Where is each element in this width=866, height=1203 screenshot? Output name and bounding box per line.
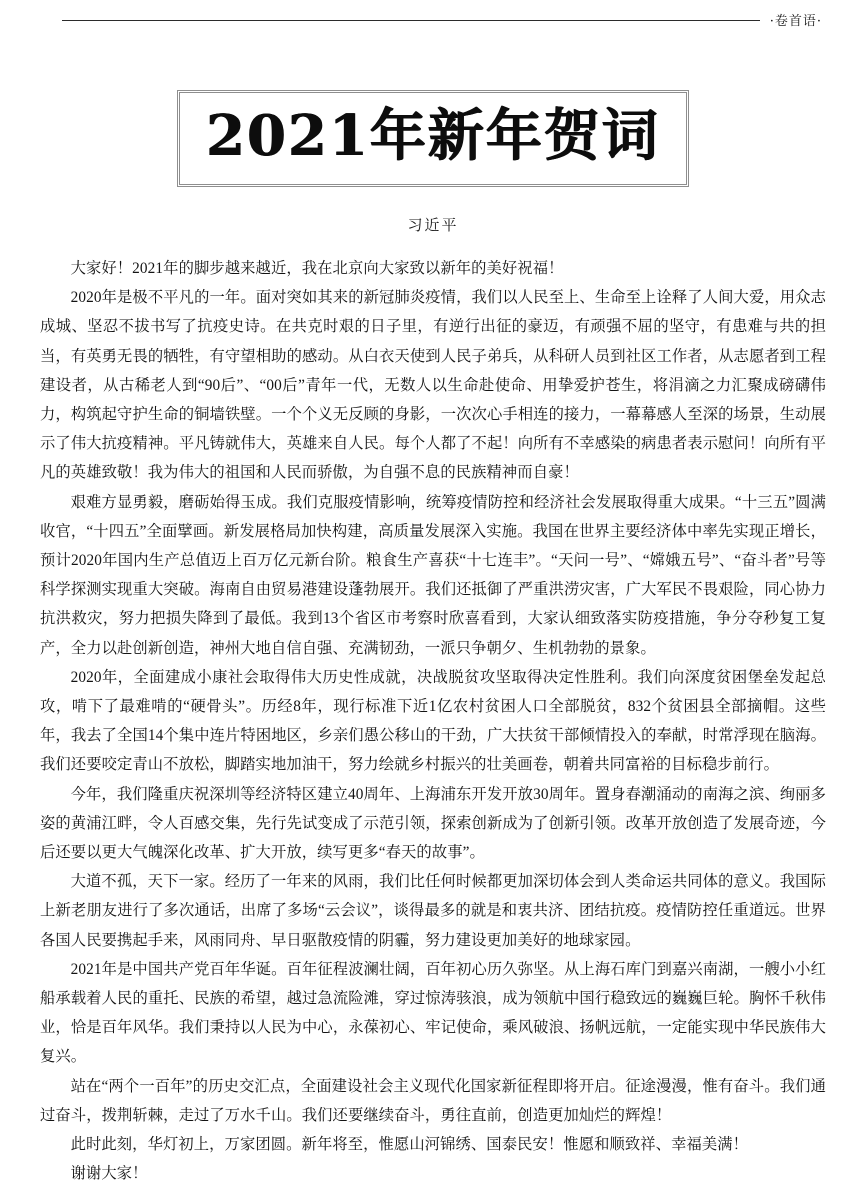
- paragraph: 2021年是中国共产党百年华诞。百年征程波澜壮阔，百年初心历久弥坚。从上海石库门到嘉兴南湖，一艘小小红船承载着人民的重托、民族的希望，越过急流险滩，穿过惊涛骇浪，成为领航中国行稳致远的巍巍巨轮。胸怀千秋伟业，恰是百年风华。我们秉持以人民为中心，永葆初心、牢记使命，乘风破浪、扬帆远航，一定能实现中华民族伟大复兴。: [40, 960, 826, 1066]
- title-frame: [177, 90, 689, 187]
- paragraph: 艰难方显勇毅，磨砺始得玉成。我们克服疫情影响，统筹疫情防控和经济社会发展取得重大成果。“十三五”圆满收官，“十四五”全面擘画。新发展格局加快构建，高质量发展深入实施。我国在世界主要经济体中率先实现正增长，预计2020年国内生产总值迈上百万亿元新台阶。粮食生产喜获“十七连丰”。“天问一号”、“嫦娥五号”、“奋斗者”号等科学探测实现重大突破。海南自由贸易港建设蓬勃展开。我们还抵御了严重洪涝灾害，广大军民不畏艰险，同心协力抗洪救灾，努力把损失降到了最低。我到13个省区市考察时欣喜看到，大家认细致落实防疫措施，争分夺秒复工复产，全力以赴创新创造，神州大地自信自强、充满韧劲，一派只争朝夕、生机勃勃的景象。: [40, 493, 826, 657]
- article-body: [40, 254, 826, 1189]
- byline: 习近平: [407, 218, 459, 234]
- title-block: [0, 90, 866, 187]
- running-head-rule: [62, 20, 760, 21]
- page-title: 2021年新年贺词: [206, 103, 660, 169]
- paragraph: 大家好！2021年的脚步越来越近，我在北京向大家致以新年的美好祝福！: [70, 260, 564, 277]
- paragraph: 2020年，全面建成小康社会取得伟大历史性成就，决战脱贫攻坚取得决定性胜利。我们向深度贫困堡垒发起总攻，啃下了最难啃的“硬骨头”。历经8年，现行标准下近1亿农村贫困人口全部脱贫，832个贫困县全部摘帽。这些年，我去了全国14个集中连片特困地区，乡亲们愚公移山的干劲，广大扶贫干部倾情投入的奉献，时常浮现在脑海。我们还要咬定青山不放松，脚踏实地加油干，努力绘就乡村振兴的壮美画卷，朝着共同富裕的目标稳步前行。: [40, 668, 826, 774]
- running-head-label: ·卷首语·: [769, 14, 822, 29]
- paragraph: 2020年是极不平凡的一年。面对突如其来的新冠肺炎疫情，我们以人民至上、生命至上诠释了人间大爱，用众志成城、坚忍不拔书写了抗疫史诗。在共克时艰的日子里，有逆行出征的豪迈，有顽强不屈的坚守，有患难与共的担当，有英勇无畏的牺牲，有守望相助的感动。从白衣天使到人民子弟兵，从科研人员到社区工作者，从志愿者到工程建设者，从古稀老人到“90后”、“00后”青年一代，无数人以生命赴使命、用挚爱护苍生，将涓滴之力汇聚成磅礴伟力，构筑起守护生命的铜墙铁壁。一个个义无反顾的身影，一次次心手相连的接力，一幕幕感人至深的场景，生动展示了伟大抗疫精神。平凡铸就伟大，英雄来自人民。每个人都了不起！向所有不幸感染的病患者表示慰问！向所有平凡的英雄致敬！我为伟大的祖国和人民而骄傲，为自强不息的民族精神而自豪！: [40, 289, 826, 482]
- paragraph: 站在“两个一百年”的历史交汇点，全面建设社会主义现代化国家新征程即将开启。征途漫漫，惟有奋斗。我们通过奋斗，拨荆斩棘，走过了万水千山。我们还要继续奋斗，勇往直前，创造更加灿烂的辉煌！: [40, 1077, 826, 1124]
- paragraph: 今年，我们隆重庆祝深圳等经济特区建立40周年、上海浦东开发开放30周年。置身春潮涌动的南海之滨、绚丽多姿的黄浦江畔，令人百感交集，先行先试变成了示范引领，探索创新成为了创新引领。改革开放创造了发展奇迹，今后还要以更大气魄深化改革、扩大开放，续写更多“春天的故事”。: [40, 785, 826, 862]
- running-head: [62, 10, 822, 31]
- paragraph: 此时此刻，华灯初上，万家团圆。新年将至，惟愿山河锦绣、国泰民安！惟愿和顺致祥、幸福美满！: [70, 1136, 749, 1154]
- paragraph: 谢谢大家！: [70, 1165, 148, 1183]
- paragraph: 大道不孤，天下一家。经历了一年来的风雨，我们比任何时候都更加深切体会到人类命运共同体的意义。我国际上新老朋友进行了多次通话，出席了多场“云会议”，谈得最多的就是和衷共济、团结抗疫。疫情防控任重道远。世界各国人民要携起手来，风雨同舟、早日驱散疫情的阴霾，努力建设更加美好的地球家园。: [40, 873, 826, 949]
